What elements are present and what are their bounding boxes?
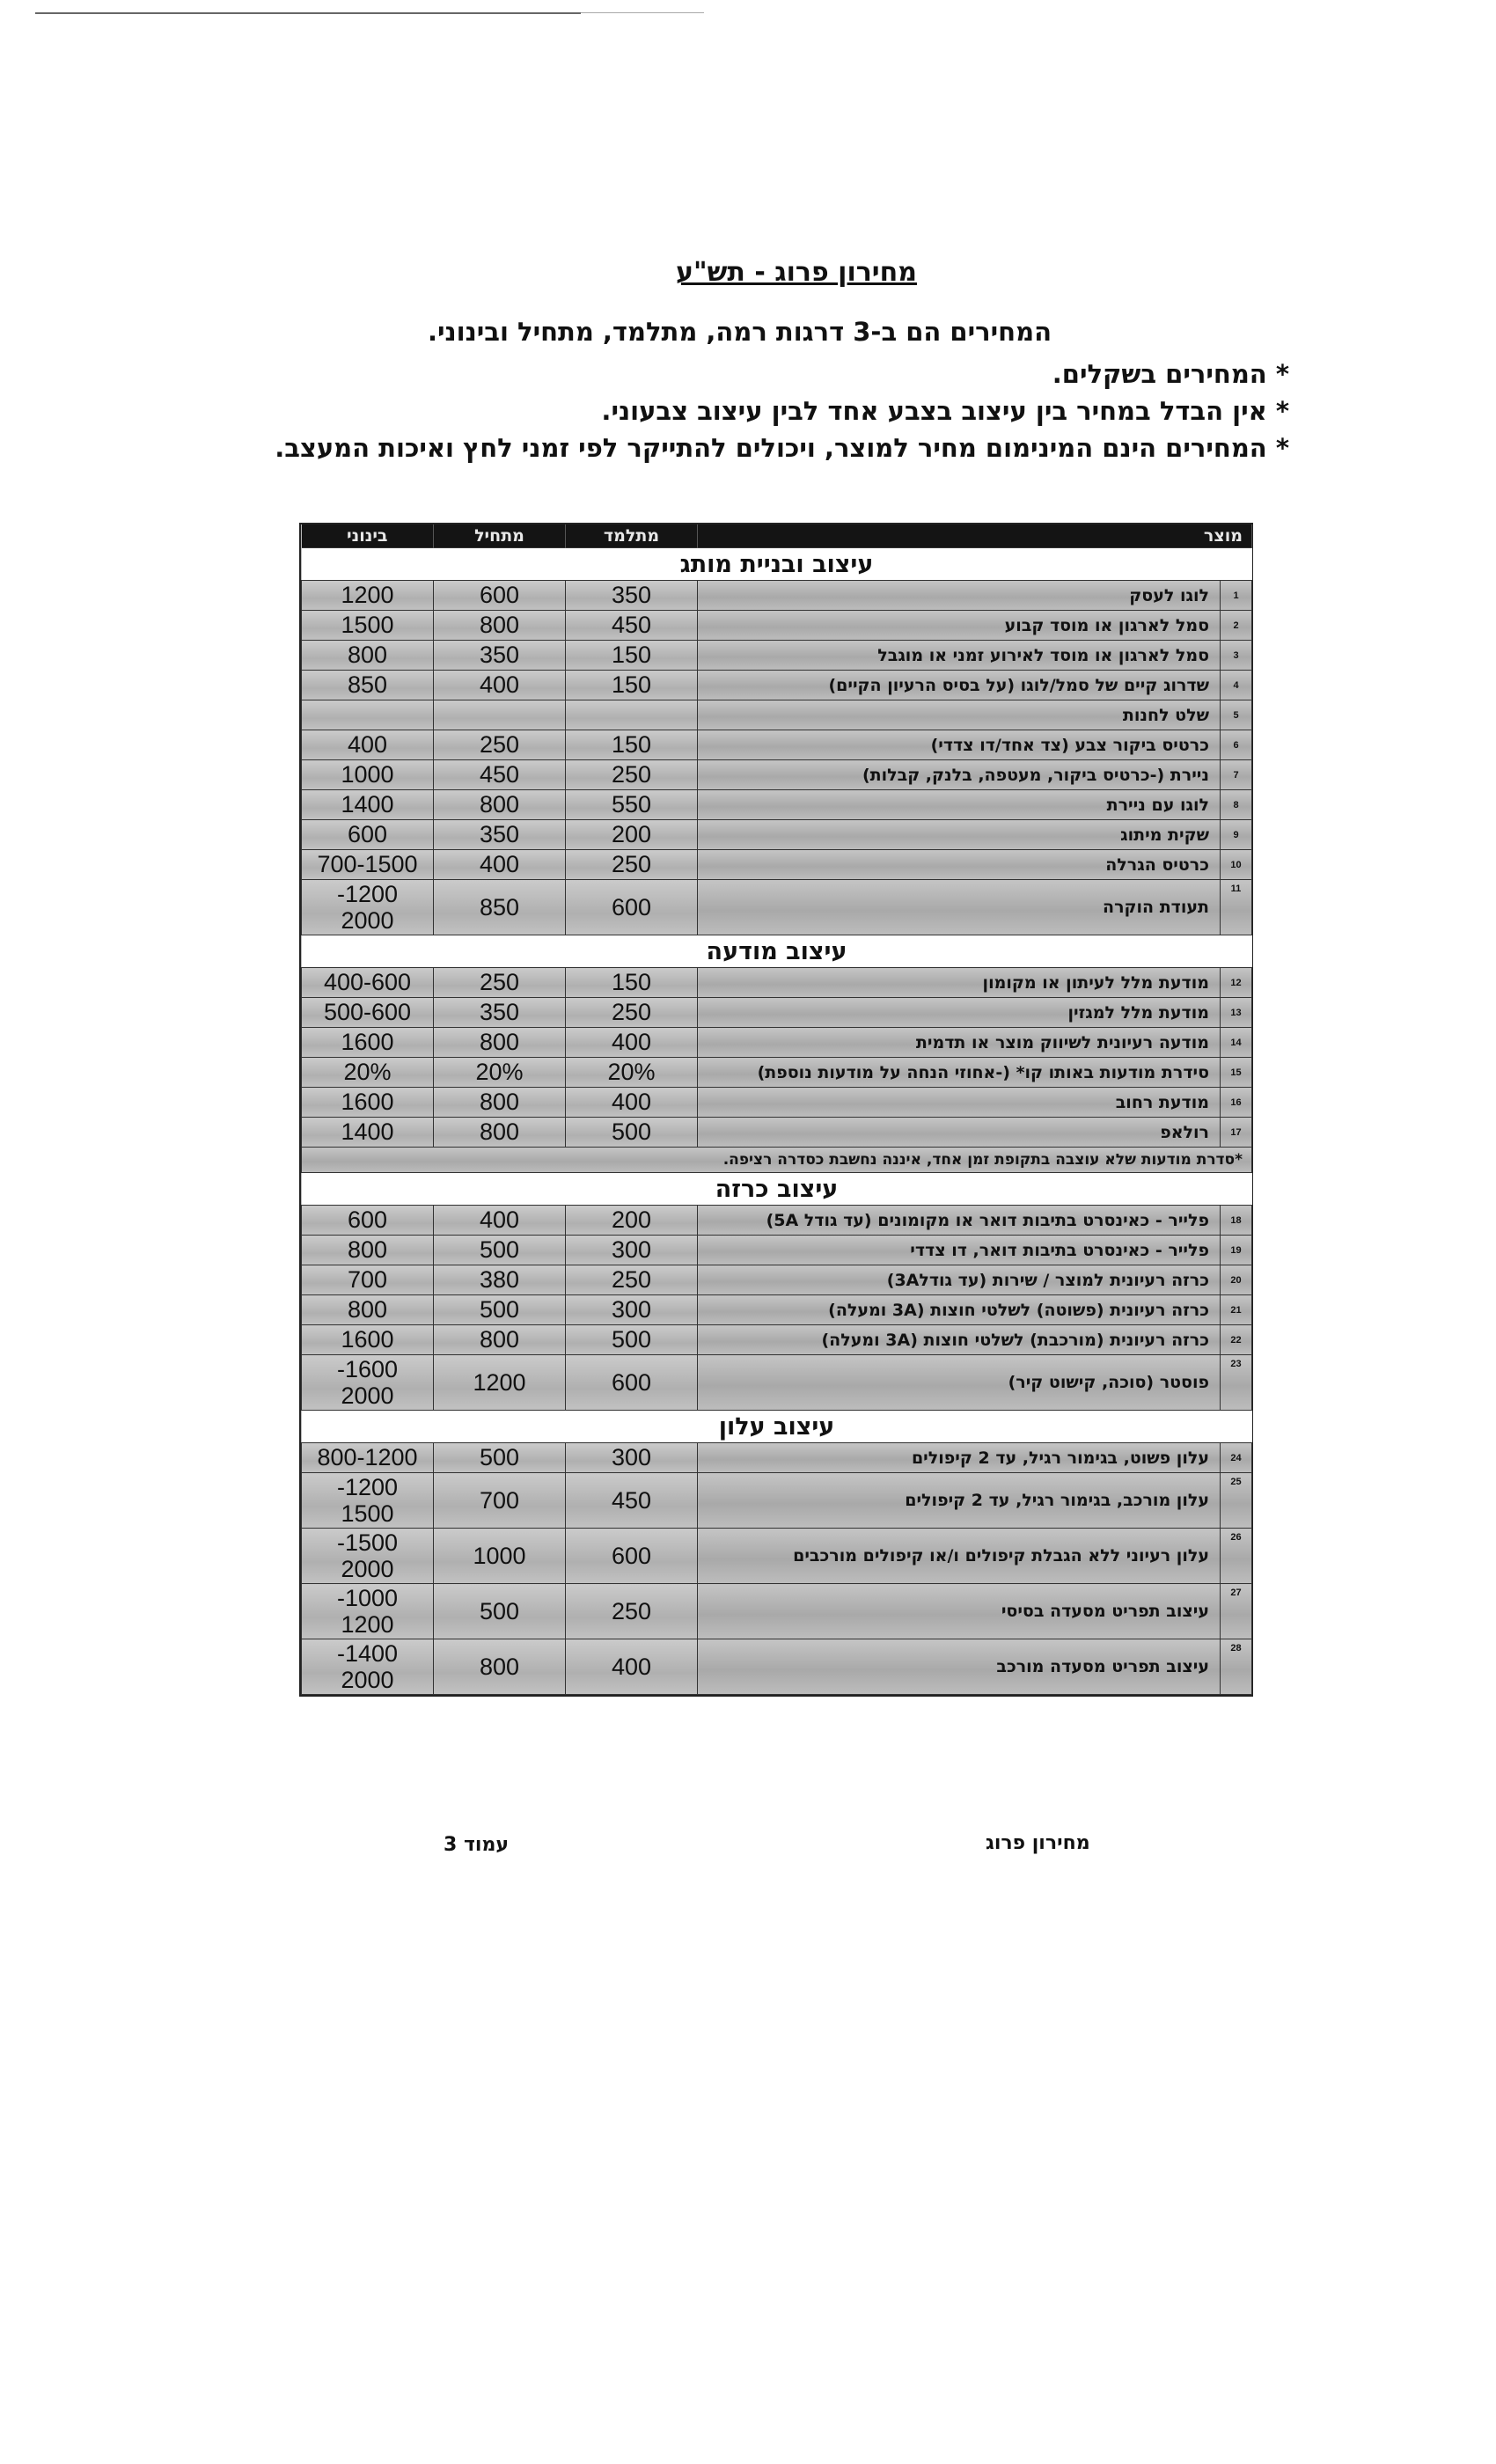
intermediate-price-cell: 1200 bbox=[302, 581, 434, 611]
table-row bbox=[302, 760, 1252, 790]
intermediate-price-cell: 1600 bbox=[302, 1028, 434, 1058]
intermediate-price-line: 1200 bbox=[341, 1611, 394, 1638]
student-price-cell: 200 bbox=[566, 820, 698, 850]
beginner-price-cell: 1200 bbox=[434, 1355, 566, 1411]
row-number: 8 bbox=[1221, 790, 1252, 820]
beginner-price-cell: 500 bbox=[434, 1443, 566, 1473]
beginner-price-cell: 600 bbox=[434, 581, 566, 611]
intermediate-price-cell: 800 bbox=[302, 641, 434, 671]
beginner-price-cell: 800 bbox=[434, 611, 566, 641]
row-number: 20 bbox=[1221, 1265, 1252, 1295]
price-table-container bbox=[299, 523, 1253, 1697]
beginner-price-cell: 1000 bbox=[434, 1529, 566, 1584]
row-number: 13 bbox=[1221, 998, 1252, 1028]
intermediate-price-line: 2000 bbox=[341, 1667, 394, 1693]
beginner-price-cell: 350 bbox=[434, 820, 566, 850]
beginner-price-cell: 500 bbox=[434, 1236, 566, 1265]
table-body bbox=[302, 548, 1252, 1695]
row-number: 23 bbox=[1221, 1355, 1252, 1411]
product-cell: לוגו לעסק bbox=[698, 581, 1221, 611]
intermediate-price-cell: 1500 bbox=[302, 611, 434, 641]
product-cell: לוגו עם ניירת bbox=[698, 790, 1221, 820]
beginner-price-cell: 400 bbox=[434, 850, 566, 880]
page-number: עמוד 3 bbox=[444, 1834, 510, 1856]
intermediate-price-line: 1500- bbox=[336, 1529, 399, 1556]
beginner-price-cell: 250 bbox=[434, 968, 566, 998]
intermediate-price-cell: 850 bbox=[302, 671, 434, 700]
product-cell: פוסטר (סוכה, קישוט קיר) bbox=[698, 1355, 1221, 1411]
intermediate-price-cell bbox=[302, 1529, 434, 1584]
beginner-price-cell: 400 bbox=[434, 671, 566, 700]
header-product: מוצר bbox=[698, 524, 1252, 548]
row-number: 2 bbox=[1221, 611, 1252, 641]
intermediate-price-cell: 400 bbox=[302, 730, 434, 760]
scan-edge-line bbox=[35, 12, 581, 14]
table-row bbox=[302, 730, 1252, 760]
product-cell: רולאפ bbox=[698, 1118, 1221, 1148]
intermediate-price-cell: 1600 bbox=[302, 1325, 434, 1355]
student-price-cell: 450 bbox=[566, 611, 698, 641]
student-price-cell: 250 bbox=[566, 850, 698, 880]
student-price-cell: 20% bbox=[566, 1058, 698, 1088]
table-row bbox=[302, 1206, 1252, 1236]
table-row bbox=[302, 1118, 1252, 1148]
product-cell: מודעת רחוב bbox=[698, 1088, 1221, 1118]
beginner-price-cell: 850 bbox=[434, 880, 566, 935]
student-price-cell: 500 bbox=[566, 1118, 698, 1148]
student-price-cell: 250 bbox=[566, 1584, 698, 1639]
row-number: 14 bbox=[1221, 1028, 1252, 1058]
row-number: 15 bbox=[1221, 1058, 1252, 1088]
student-price-cell: 600 bbox=[566, 880, 698, 935]
product-cell: עלון מורכב, בגימור רגיל, עד 2 קיפולים bbox=[698, 1473, 1221, 1529]
beginner-price-cell: 20% bbox=[434, 1058, 566, 1088]
intermediate-price-line: 2000 bbox=[341, 1382, 394, 1409]
table-row bbox=[302, 1265, 1252, 1295]
beginner-price-cell: 380 bbox=[434, 1265, 566, 1295]
product-cell: עלון פשוט, בגימור רגיל, עד 2 קיפולים bbox=[698, 1443, 1221, 1473]
intermediate-price-cell: 500-600 bbox=[302, 998, 434, 1028]
section-header-row bbox=[302, 1173, 1252, 1206]
table-row bbox=[302, 880, 1252, 935]
table-row bbox=[302, 1058, 1252, 1088]
intermediate-price-cell bbox=[302, 700, 434, 730]
row-number: 28 bbox=[1221, 1639, 1252, 1695]
section-title: עיצוב מודעה bbox=[302, 935, 1252, 968]
row-number: 27 bbox=[1221, 1584, 1252, 1639]
note-item: * המחירים הינם המינימום מחיר למוצר, ויכולים להתייקר לפי זמני לחץ ואיכות המעצב. bbox=[275, 433, 1289, 463]
beginner-price-cell: 700 bbox=[434, 1473, 566, 1529]
intermediate-price-line: 1200- bbox=[336, 881, 399, 907]
intermediate-price-cell bbox=[302, 1355, 434, 1411]
product-cell: כרזה רעיונית (מורכבת) לשלטי חוצות (3A ומעלה) bbox=[698, 1325, 1221, 1355]
row-number: 6 bbox=[1221, 730, 1252, 760]
intermediate-price-line: 1200- bbox=[336, 1474, 399, 1500]
product-cell: פלייר - כאינסרט בתיבות דואר, דו צדדי bbox=[698, 1236, 1221, 1265]
product-cell: תעודת הוקרה bbox=[698, 880, 1221, 935]
beginner-price-cell: 800 bbox=[434, 1088, 566, 1118]
intermediate-price-cell bbox=[302, 1473, 434, 1529]
table-row bbox=[302, 1028, 1252, 1058]
product-cell: סידרת מודעות באותו קו* (-אחוזי הנחה על מודעות נוספת) bbox=[698, 1058, 1221, 1088]
product-cell: מודעה רעיונית לשיווק מוצר או תדמית bbox=[698, 1028, 1221, 1058]
beginner-price-cell: 500 bbox=[434, 1295, 566, 1325]
intermediate-price-cell: 20% bbox=[302, 1058, 434, 1088]
row-number: 3 bbox=[1221, 641, 1252, 671]
intermediate-price-cell bbox=[302, 880, 434, 935]
section-header-row bbox=[302, 1411, 1252, 1443]
student-price-cell: 300 bbox=[566, 1295, 698, 1325]
student-price-cell: 300 bbox=[566, 1236, 698, 1265]
student-price-cell: 150 bbox=[566, 968, 698, 998]
intermediate-price-cell: 700-1500 bbox=[302, 850, 434, 880]
price-table bbox=[301, 524, 1252, 1695]
table-row bbox=[302, 1088, 1252, 1118]
table-row bbox=[302, 820, 1252, 850]
student-price-cell: 150 bbox=[566, 641, 698, 671]
intermediate-price-cell: 1000 bbox=[302, 760, 434, 790]
product-cell: כרזה רעיונית (פשוטה) לשלטי חוצות (3A ומעלה) bbox=[698, 1295, 1221, 1325]
beginner-price-cell: 800 bbox=[434, 1028, 566, 1058]
beginner-price-cell bbox=[434, 700, 566, 730]
intermediate-price-cell: 400-600 bbox=[302, 968, 434, 998]
beginner-price-cell: 800 bbox=[434, 790, 566, 820]
student-price-cell: 250 bbox=[566, 998, 698, 1028]
student-price-cell: 600 bbox=[566, 1529, 698, 1584]
intermediate-price-line: 2000 bbox=[341, 1556, 394, 1582]
intermediate-price-line: 2000 bbox=[341, 907, 394, 934]
student-price-cell: 150 bbox=[566, 671, 698, 700]
intermediate-price-cell: 1400 bbox=[302, 790, 434, 820]
intermediate-price-cell: 800-1200 bbox=[302, 1443, 434, 1473]
table-row bbox=[302, 671, 1252, 700]
beginner-price-cell: 250 bbox=[434, 730, 566, 760]
student-price-cell: 400 bbox=[566, 1639, 698, 1695]
beginner-price-cell: 800 bbox=[434, 1639, 566, 1695]
header-student: מתלמד bbox=[566, 524, 698, 548]
section-note: *סדרת מודעות שלא עוצבה בתקופת זמן אחד, איננה נחשבת כסדרה רציפה. bbox=[302, 1148, 1252, 1173]
intermediate-price-cell: 800 bbox=[302, 1236, 434, 1265]
intermediate-price-line: 1500 bbox=[341, 1500, 394, 1527]
note-item: * אין הבדל במחיר בין עיצוב בצבע אחד לבין עיצוב צבעוני. bbox=[601, 396, 1289, 426]
table-row bbox=[302, 998, 1252, 1028]
table-row bbox=[302, 1529, 1252, 1584]
table-row bbox=[302, 968, 1252, 998]
row-number: 21 bbox=[1221, 1295, 1252, 1325]
row-number: 11 bbox=[1221, 880, 1252, 935]
student-price-cell: 550 bbox=[566, 790, 698, 820]
intermediate-price-cell bbox=[302, 1639, 434, 1695]
product-cell: עיצוב תפריט מסעדה מורכב bbox=[698, 1639, 1221, 1695]
row-number: 9 bbox=[1221, 820, 1252, 850]
table-row bbox=[302, 790, 1252, 820]
section-title: עיצוב ובניית מותג bbox=[302, 548, 1252, 581]
product-cell: כרטיס ביקור צבע (צד אחד/דו צדדי) bbox=[698, 730, 1221, 760]
product-cell: שלט לחנות bbox=[698, 700, 1221, 730]
table-row bbox=[302, 1639, 1252, 1695]
beginner-price-cell: 350 bbox=[434, 641, 566, 671]
row-number: 18 bbox=[1221, 1206, 1252, 1236]
student-price-cell: 600 bbox=[566, 1355, 698, 1411]
product-cell: מודעת מלל לעיתון או מקומון bbox=[698, 968, 1221, 998]
product-cell: סמל לארגון או מוסד קבוע bbox=[698, 611, 1221, 641]
product-cell: עלון רעיוני ללא הגבלת קיפולים ו/או קיפולים מורכבים bbox=[698, 1529, 1221, 1584]
intermediate-price-cell: 1400 bbox=[302, 1118, 434, 1148]
beginner-price-cell: 800 bbox=[434, 1118, 566, 1148]
table-row bbox=[302, 1355, 1252, 1411]
notes-list bbox=[275, 356, 1289, 466]
table-row bbox=[302, 1584, 1252, 1639]
product-cell: סמל לארגון או מוסד לאירוע זמני או מוגבל bbox=[698, 641, 1221, 671]
student-price-cell: 400 bbox=[566, 1088, 698, 1118]
section-title: עיצוב עלון bbox=[302, 1411, 1252, 1443]
intermediate-price-cell bbox=[302, 1584, 434, 1639]
intro-text: המחירים הם ב-3 דרגות רמה, מתלמד, מתחיל ובינוני. bbox=[427, 317, 1052, 347]
table-row bbox=[302, 641, 1252, 671]
intermediate-price-cell: 1600 bbox=[302, 1088, 434, 1118]
beginner-price-cell: 350 bbox=[434, 998, 566, 1028]
row-number: 17 bbox=[1221, 1118, 1252, 1148]
row-number: 4 bbox=[1221, 671, 1252, 700]
table-row bbox=[302, 850, 1252, 880]
student-price-cell: 250 bbox=[566, 760, 698, 790]
row-number: 1 bbox=[1221, 581, 1252, 611]
row-number: 22 bbox=[1221, 1325, 1252, 1355]
table-row bbox=[302, 700, 1252, 730]
footer-doc-name: מחירון פרוג bbox=[986, 1832, 1090, 1854]
scan-edge-line bbox=[581, 12, 704, 13]
row-number: 19 bbox=[1221, 1236, 1252, 1265]
beginner-price-cell: 450 bbox=[434, 760, 566, 790]
product-cell: עיצוב תפריט מסעדה בסיסי bbox=[698, 1584, 1221, 1639]
header-intermediate: בינוני bbox=[302, 524, 434, 548]
student-price-cell: 200 bbox=[566, 1206, 698, 1236]
product-cell: שקית מיתוג bbox=[698, 820, 1221, 850]
intermediate-price-cell: 800 bbox=[302, 1295, 434, 1325]
row-number: 25 bbox=[1221, 1473, 1252, 1529]
row-number: 10 bbox=[1221, 850, 1252, 880]
beginner-price-cell: 800 bbox=[434, 1325, 566, 1355]
section-title: עיצוב כרזה bbox=[302, 1173, 1252, 1206]
product-cell: כרזה רעיונית למוצר / שירות (עד גודל3A) bbox=[698, 1265, 1221, 1295]
row-number: 7 bbox=[1221, 760, 1252, 790]
product-cell: פלייר - כאינסרט בתיבות דואר או מקומונים (עד גודל 5A) bbox=[698, 1206, 1221, 1236]
student-price-cell: 400 bbox=[566, 1028, 698, 1058]
table-header-row bbox=[302, 524, 1252, 548]
beginner-price-cell: 500 bbox=[434, 1584, 566, 1639]
beginner-price-cell: 400 bbox=[434, 1206, 566, 1236]
section-note-row bbox=[302, 1148, 1252, 1173]
section-header-row bbox=[302, 935, 1252, 968]
student-price-cell: 300 bbox=[566, 1443, 698, 1473]
row-number: 26 bbox=[1221, 1529, 1252, 1584]
table-row bbox=[302, 1325, 1252, 1355]
header-beginner: מתחיל bbox=[434, 524, 566, 548]
student-price-cell: 250 bbox=[566, 1265, 698, 1295]
student-price-cell: 450 bbox=[566, 1473, 698, 1529]
note-item: * המחירים בשקלים. bbox=[1052, 359, 1289, 389]
student-price-cell bbox=[566, 700, 698, 730]
table-row bbox=[302, 611, 1252, 641]
table-row bbox=[302, 1443, 1252, 1473]
row-number: 12 bbox=[1221, 968, 1252, 998]
section-header-row bbox=[302, 548, 1252, 581]
intermediate-price-line: 1600- bbox=[336, 1356, 399, 1382]
page-title: מחירון פרוג - תש"ע bbox=[676, 257, 917, 288]
row-number: 16 bbox=[1221, 1088, 1252, 1118]
intermediate-price-cell: 700 bbox=[302, 1265, 434, 1295]
intermediate-price-line: 1400- bbox=[336, 1640, 399, 1667]
product-cell: מודעת מלל למגזין bbox=[698, 998, 1221, 1028]
product-cell: שדרוג קיים של סמל/לוגו (על בסיס הרעיון הקיים) bbox=[698, 671, 1221, 700]
intermediate-price-cell: 600 bbox=[302, 1206, 434, 1236]
product-cell: ניירת (-כרטיס ביקור, מעטפה, בלנק, קבלות) bbox=[698, 760, 1221, 790]
row-number: 24 bbox=[1221, 1443, 1252, 1473]
student-price-cell: 500 bbox=[566, 1325, 698, 1355]
student-price-cell: 150 bbox=[566, 730, 698, 760]
table-row bbox=[302, 1236, 1252, 1265]
intermediate-price-line: 1000- bbox=[336, 1585, 399, 1611]
table-row bbox=[302, 1295, 1252, 1325]
product-cell: כרטיס הגרלה bbox=[698, 850, 1221, 880]
table-row bbox=[302, 581, 1252, 611]
table-row bbox=[302, 1473, 1252, 1529]
student-price-cell: 350 bbox=[566, 581, 698, 611]
row-number: 5 bbox=[1221, 700, 1252, 730]
intermediate-price-cell: 600 bbox=[302, 820, 434, 850]
